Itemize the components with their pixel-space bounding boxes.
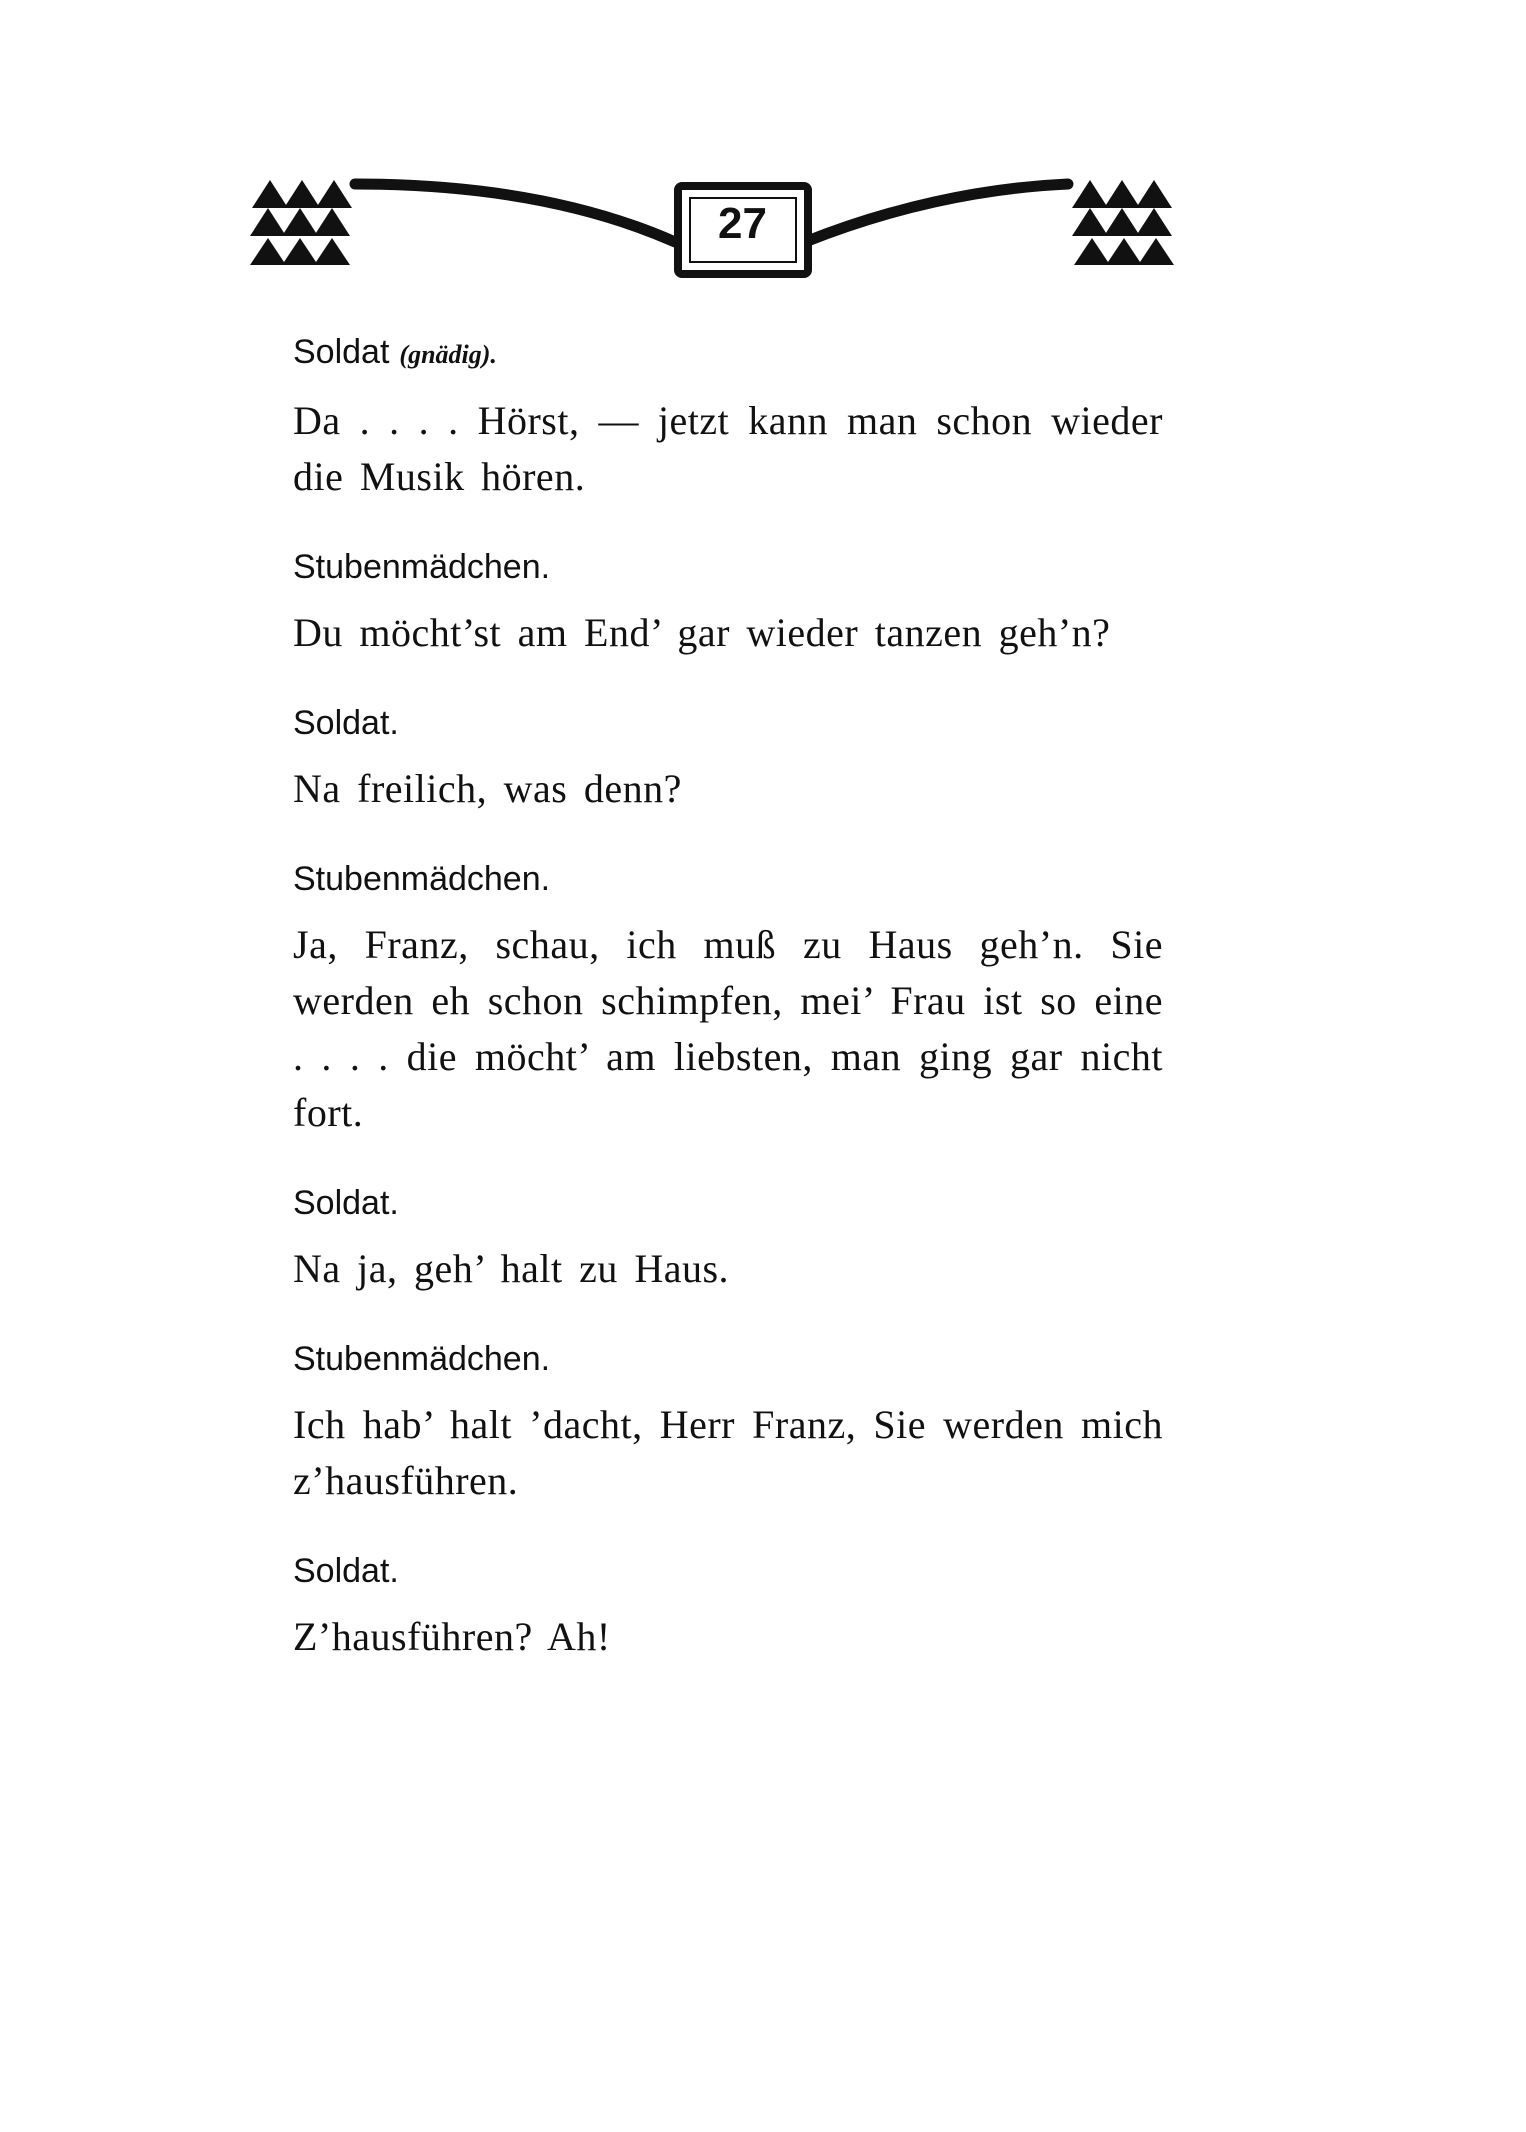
speaker-name <box>293 330 1163 377</box>
speaker-name <box>293 1549 1163 1593</box>
speaker-label: Soldat. <box>293 1552 399 1590</box>
speaker-name <box>293 857 1163 901</box>
dialogue-body <box>293 330 1163 1665</box>
speaker-name <box>293 545 1163 589</box>
dialogue-line: Du möcht’st am End’ gar wieder tanzen geh’n? <box>293 610 1111 655</box>
dialogue-entry <box>293 330 1163 505</box>
dialogue-entry <box>293 545 1163 661</box>
speaker-label: Stubenmädchen. <box>293 860 551 898</box>
dialogue-entry <box>293 1337 1163 1509</box>
dialogue-line: Na ja, geh’ halt zu Haus. <box>293 1246 730 1291</box>
dialogue-line: Z’hausführen? Ah! <box>293 1614 611 1659</box>
speaker-name <box>293 1337 1163 1381</box>
speaker-name <box>293 701 1163 745</box>
speaker-label: Stubenmädchen. <box>293 1340 551 1378</box>
page-header-ornament <box>250 170 1210 290</box>
dialogue-line: Na freilich, was denn? <box>293 766 682 811</box>
speaker-label: Soldat. <box>293 1184 399 1222</box>
dialogue-entry <box>293 1549 1163 1665</box>
speaker-label: Stubenmädchen. <box>293 548 551 586</box>
dialogue-entry <box>293 701 1163 817</box>
speaker-label: Soldat <box>293 333 390 371</box>
stage-direction: (gnädig). <box>399 340 497 369</box>
dialogue-line: Ja, Franz, schau, ich muß zu Haus geh’n. Sie werden eh schon schimpfen, mei’ Frau ist so eine . . . . die möcht’ am liebsten, man ging gar nicht fort. <box>293 922 1163 1135</box>
dialogue-line: Ich hab’ halt ’dacht, Herr Franz, Sie werden mich z’hausführen. <box>293 1402 1163 1503</box>
speaker-label: Soldat. <box>293 704 399 742</box>
dialogue-entry <box>293 857 1163 1141</box>
dialogue-line: Da . . . . Hörst, — jetzt kann man schon wieder die Musik hören. <box>293 398 1163 499</box>
dialogue-entry <box>293 1181 1163 1297</box>
page-number: 27 <box>718 199 767 248</box>
speaker-name <box>293 1181 1163 1225</box>
